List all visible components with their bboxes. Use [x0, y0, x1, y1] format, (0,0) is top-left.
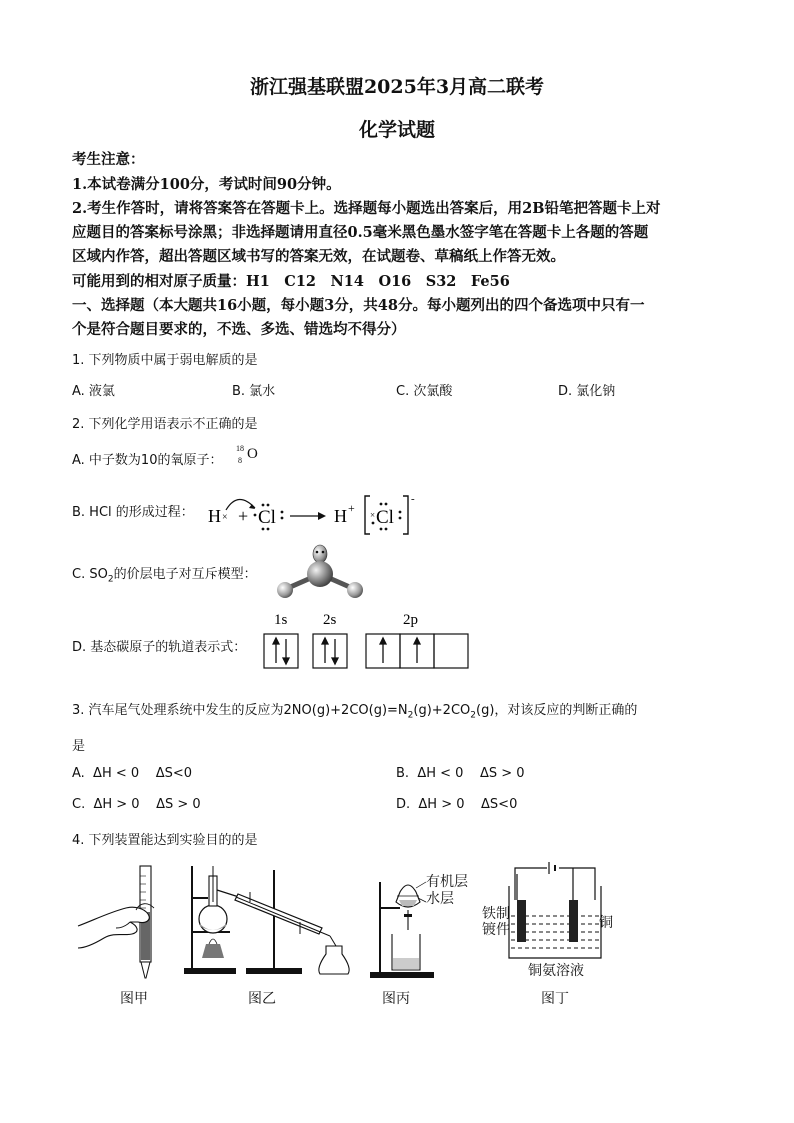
cl-ion-charge: -: [411, 493, 415, 505]
h-electron: ×: [222, 512, 228, 523]
q3-stem-continued: 是: [72, 739, 86, 754]
organic-layer-label: 有机层: [426, 875, 468, 890]
q3-option-b: B. ΔH < 0 ΔS > 0: [396, 766, 525, 781]
organic-pointer: [416, 882, 426, 888]
right-bracket: [403, 496, 408, 534]
plus-sign: +: [238, 506, 249, 526]
atomic-masses: 可能用到的相对原子质量：H1 C12 N14 O16 S32 Fe56: [72, 273, 510, 290]
q3-stem-part-3: (g)，对该反应的判断正确的: [476, 703, 638, 718]
q1-option-d: D. 氯化钠: [558, 384, 616, 399]
beaker-liquid: [393, 958, 419, 969]
figure-jia-caption: 图甲: [120, 992, 148, 1007]
stand-base-3: [370, 972, 434, 978]
sulfur-atom: [307, 561, 333, 587]
wire-right: [559, 868, 595, 900]
q2-option-a: A. 中子数为10的氧原子：: [72, 453, 223, 468]
iron-label-line-1: 铁制: [482, 907, 510, 922]
q2-stem: 2. 下列化学用语表示不正确的是: [72, 417, 258, 432]
q2-option-c: [72, 563, 257, 585]
condenser-inner-tube: [236, 897, 330, 936]
figure-bing-caption: 图丙: [382, 992, 410, 1007]
lamp: [202, 944, 224, 958]
q2-option-b: B. HCl 的形成过程：: [72, 505, 194, 520]
reaction-arrowhead: [318, 512, 326, 520]
figure-yi-caption: 图乙: [248, 992, 276, 1007]
flame: [209, 939, 217, 944]
carbon-orbital-diagram: [258, 606, 474, 672]
stand-base-1: [184, 968, 236, 974]
q1-stem: 1. 下列物质中属于弱电解质的是: [72, 353, 258, 368]
notice-item-2-line-3: 区域内作答，超出答题区域书写的答案无效，在试题卷、草稿纸上作答无效。: [72, 248, 565, 265]
q3-sub-2: 2: [470, 710, 476, 721]
h-ion-charge: +: [348, 501, 355, 515]
oxygen-isotope-symbol: [236, 444, 266, 468]
iron-electrode: [517, 900, 526, 942]
q3-sub-1: 2: [407, 710, 414, 721]
so2-vsepr-model: [272, 540, 370, 600]
hcl-formation-diagram: [200, 490, 425, 538]
q2-option-d: D. 基态碳原子的轨道表示式：: [72, 640, 247, 655]
h-ion: H: [334, 506, 347, 526]
orbital-2p-box-3: [434, 634, 468, 668]
notice-item-2-line-2: 应题目的答案标号涂黑；非选择题请用直径0.5毫米黑色墨水签字笔在答题卡上各题的答题: [72, 224, 649, 241]
figure-ding-electroplating: [505, 862, 605, 966]
water-layer-fill: [399, 900, 417, 906]
q2-option-c-suffix: 的价层电子对互斥模型：: [113, 567, 257, 582]
burette-tip: [141, 962, 150, 978]
lone-pair-electron-2: [322, 551, 325, 554]
q3-stem: [72, 699, 637, 721]
q3-stem-part-1: 3. 汽车尾气处理系统中发生的反应为2NO(g)+2CO(g)=N: [72, 703, 408, 718]
stopcock: [404, 914, 412, 917]
notice-heading: 考生注意：: [72, 151, 145, 168]
iron-label-line-2: 镀件: [482, 923, 510, 938]
q1-option-c: C. 次氯酸: [396, 384, 453, 399]
orbital-2s-box: [313, 634, 347, 668]
cl-ion-cross-electron: ×: [370, 510, 376, 520]
receiving-flask: [319, 946, 349, 974]
atomic-number: 8: [238, 456, 242, 465]
cl-ion: Cl: [376, 507, 394, 528]
q3-option-c: C. ΔH > 0 ΔS > 0: [72, 797, 201, 812]
q1-option-b: B. 氯水: [232, 384, 276, 399]
stand-base-2: [246, 968, 302, 974]
hand: [78, 907, 149, 948]
adapter: [330, 936, 336, 946]
figure-jia-burette: [74, 862, 184, 984]
orbital-1s-box: [264, 634, 298, 668]
oxygen-atom-right: [347, 582, 363, 598]
section-1-heading-line-1: 一、选择题（本大题共16小题，每小题3分，共48分。每小题列出的四个备选项中只有一: [72, 297, 645, 314]
copper-label: 铜: [599, 916, 613, 931]
q1-option-a: A. 液氯: [72, 384, 115, 399]
wire-left: [515, 868, 547, 900]
orbital-label-2s: 2s: [323, 612, 337, 628]
exam-subject: 化学试题: [358, 119, 435, 141]
element-symbol: O: [247, 446, 258, 462]
q2-option-c-prefix: C. SO: [72, 567, 108, 582]
notice-item-1: 1.本试卷满分100分，考试时间90分钟。: [72, 176, 341, 193]
solution-label: 铜氨溶液: [528, 964, 584, 979]
condenser-jacket: [235, 894, 322, 934]
water-layer-label: 水层: [426, 892, 454, 907]
q3-option-d: D. ΔH > 0 ΔS<0: [396, 797, 518, 812]
section-1-heading-line-2: 个是符合题目要求的，不选、多选、错选均不得分）: [72, 321, 406, 338]
figure-yi-distillation: [180, 862, 355, 984]
exam-title: 浙江强基联盟2025年3月高二联考: [249, 76, 545, 98]
q4-stem: 4. 下列装置能达到实验目的的是: [72, 833, 258, 848]
q3-stem-part-2: (g)+2CO: [413, 703, 471, 718]
q3-option-a: A. ΔH < 0 ΔS<0: [72, 766, 192, 781]
copper-electrode: [569, 900, 578, 942]
figure-ding-caption: 图丁: [541, 992, 569, 1007]
mass-number: 18: [236, 444, 244, 453]
h-atom: H: [208, 506, 221, 526]
orbital-label-1s: 1s: [274, 612, 288, 628]
lone-pair-lobe: [313, 545, 327, 563]
orbital-label-2p: 2p: [403, 612, 418, 628]
cl-atom: Cl: [258, 507, 276, 528]
q2-option-c-subscript: 2: [107, 574, 114, 585]
lone-pair-electron-1: [316, 551, 319, 554]
distilling-flask: [199, 905, 227, 933]
notice-item-2-line-1: 2.考生作答时，请将答案答在答题卡上。选择题每小题选出答案后，用2B铅笔把答题卡上对: [72, 200, 661, 217]
oxygen-atom-left: [277, 582, 293, 598]
